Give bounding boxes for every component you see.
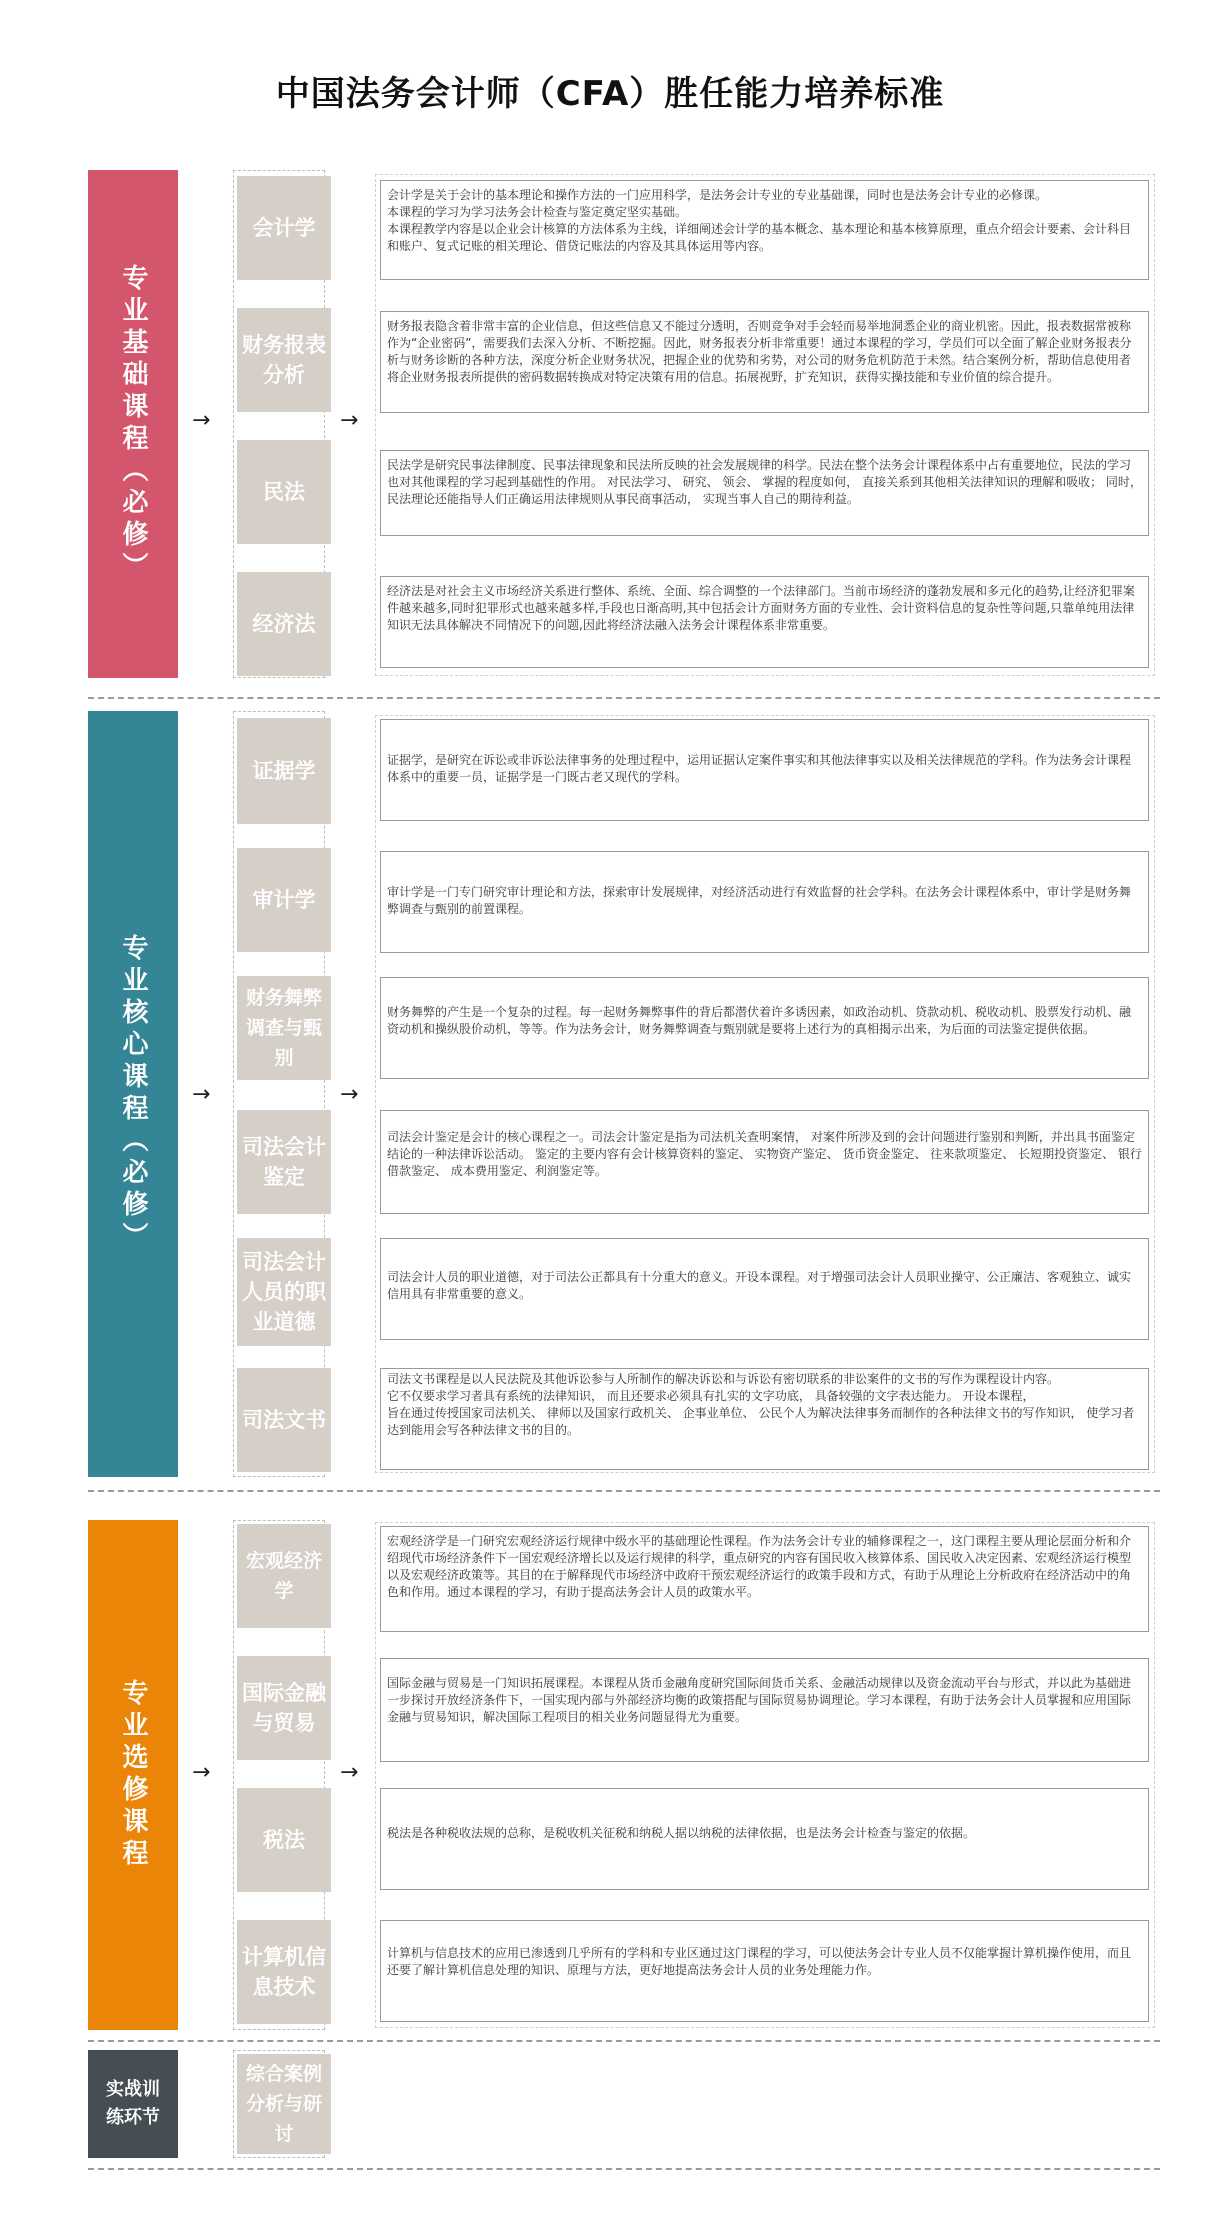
course-description: 审计学是一门专门研究审计理论和方法，探索审计发展规律，对经济活动进行有效监督的社会学科。在法务会计课程体系中，审计学是财务舞弊调查与甄别的前置课程。 (380, 851, 1149, 953)
course-bracket (233, 711, 325, 1477)
course-description: 会计学是关于会计的基本理论和操作方法的一门应用科学，是法务会计专业的专业基础课，同时也是法务会计专业的必修课。 本课程的学习为学习法务会计检查与鉴定奠定坚实基础。 本课程教学内容是以企业会计核算的方法体系为主线，详细阐述会计学的基本概念、基本理论和基本核算原理，重点介绍会计要素、会计科目和账户、复式记账的相关理论、借贷记账法的内容及其具体运用等内容。 (380, 180, 1149, 280)
arrow-icon: → (192, 408, 211, 433)
course-hongguanjingji: 宏观经济学 (237, 1524, 331, 1628)
category-elective (88, 1520, 178, 2030)
course-guojijinrong: 国际金融与贸易 (237, 1656, 331, 1760)
page-title: 中国法务会计师（CFA）胜任能力培养标准 (275, 74, 945, 114)
category-practice (88, 2050, 178, 2158)
section-divider (88, 2040, 1160, 2042)
course-description: 宏观经济学是一门研究宏观经济运行规律中级水平的基础理论性课程。作为法务会计专业的辅修课程之一，这门课程主要从理论层面分析和介绍现代市场经济条件下一国宏观经济增长以及运行规律的科学，重点研究的内容有国民收入核算体系、国民收入决定因素、宏观经济运行模型以及宏观经济政策等。其目的在于解释现代市场经济中政府干预宏观经济运行的政策手段和方式，有助于从理论上分析政府在经济活动中的角色和作用。通过本课程的学习，有助于提高法务会计人员的政策水平。 (380, 1526, 1149, 1632)
category-core (88, 711, 178, 1477)
course-zhiyedaode: 司法会计人员的职业道德 (237, 1238, 331, 1346)
arrow-icon: → (340, 1760, 359, 1785)
course-description: 税法是各种税收法规的总称，是税收机关征税和纳税人据以纳税的法律依据，也是法务会计检查与鉴定的依据。 (380, 1788, 1149, 1890)
course-jisuanji: 计算机信息技术 (237, 1920, 331, 2024)
course-sifakuaiji: 司法会计鉴定 (237, 1110, 331, 1214)
course-description: 司法文书课程是以人民法院及其他诉讼参与人所制作的解决诉讼和与诉讼有密切联系的非讼案件的文书的写作为课程设计内容。 它不仅要求学习者具有系统的法律知识， 而且还要求必须具有扎实的文字功底， 具备较强的文字表达能力。 开设本课程， 旨在通过传授国家司法机关、 律师以及国家行政机关、 企事业单位、 公民个人为解决法律事务而制作的各种法律文书的写作知识， 使学习者达到能用会写各种法律文书的目的。 (380, 1368, 1149, 1470)
category-core-label: 专业核心课程（必修） (118, 934, 148, 1254)
arrow-icon: → (340, 1082, 359, 1107)
course-description: 经济法是对社会主义市场经济关系进行整体、系统、全面、综合调整的一个法律部门。当前市场经济的蓬勃发展和多元化的趋势,让经济犯罪案件越来越多,同时犯罪形式也越来越多样,手段也日渐高明,其中包括会计方面财务方面的专业性、会计资料信息的复杂性等问题,只靠单纯用法律知识无法具体解决不同情况下的问题,因此将经济法融入法务会计课程体系非常重要。 (380, 576, 1149, 668)
course-zonghe-anli: 综合案例分析与研讨 (237, 2054, 331, 2154)
course-kuaijixue: 会计学 (237, 176, 331, 280)
category-basic-label: 专业基础课程（必修） (118, 264, 148, 584)
course-jingjifa: 经济法 (237, 572, 331, 676)
section-divider (88, 2168, 1160, 2170)
course-description: 财务报表隐含着非常丰富的企业信息，但这些信息又不能过分透明，否则竞争对手会轻而易举地洞悉企业的商业机密。因此，报表数据常被称作为“企业密码”，需要我们去深入分析、不断挖掘。因此，财务报表分析非常重要！通过本课程的学习，学员们可以全面了解企业财务报表分析与财务诊断的各种方法，深度分析企业财务状况，把握企业的优势和劣势，对公司的财务危机防范于未然。结合案例分析，帮助信息使用者将企业财务报表所提供的密码数据转换成对特定决策有用的信息。拓展视野，扩充知识，获得实操技能和专业价值的综合提升。 (380, 311, 1149, 413)
arrow-icon: → (192, 1082, 211, 1107)
course-description: 国际金融与贸易是一门知识拓展课程。本课程从货币金融角度研究国际间货币关系、金融活动规律以及资金流动平台与形式，并以此为基础进一步探讨开放经济条件下，一国实现内部与外部经济均衡的政策搭配与国际贸易协调理论。学习本课程，有助于法务会计人员掌握和应用国际金融与贸易知识，解决国际工程项目的相关业务问题显得尤为重要。 (380, 1658, 1149, 1762)
category-practice-label: 实战训练环节 (106, 2079, 160, 2128)
course-sifawenshu: 司法文书 (237, 1368, 331, 1472)
course-description: 计算机与信息技术的应用已渗透到几乎所有的学科和专业区通过这门课程的学习，可以使法务会计专业人员不仅能掌握计算机操作使用，而且还要了解计算机信息处理的知识、原理与方法，更好地提高法务会计人员的业务处理能力作。 (380, 1920, 1149, 2022)
course-caiwubaobiao: 财务报表分析 (237, 308, 331, 412)
course-shuifa: 税法 (237, 1788, 331, 1892)
course-description: 司法会计鉴定是会计的核心课程之一。司法会计鉴定是指为司法机关查明案情， 对案件所涉及到的会计问题进行鉴别和判断，并出具书面鉴定结论的一种法律诉讼活动。 鉴定的主要内容有会计核算资料的鉴定、 实物资产鉴定、 货币资金鉴定、 往来款项鉴定、 长短期投资鉴定、 银行借款鉴定、 成本费用鉴定、利润鉴定等。 (380, 1110, 1149, 1214)
section-divider (88, 1490, 1160, 1492)
category-basic (88, 170, 178, 678)
arrow-icon: → (340, 408, 359, 433)
course-description: 司法会计人员的职业道德，对于司法公正都具有十分重大的意义。开设本课程。对于增强司法会计人员职业操守、公正廉洁、客观独立、诚实信用具有非常重要的意义。 (380, 1238, 1149, 1340)
course-description: 财务舞弊的产生是一个复杂的过程。每一起财务舞弊事件的背后都潜伏着许多诱因素，如政治动机、贷款动机、税收动机、股票发行动机、融资动机和操纵股价动机，等等。作为法务会计，财务舞弊调查与甄别就是要将上述行为的真相揭示出来，为后面的司法鉴定提供依据。 (380, 977, 1149, 1079)
course-description: 民法学是研究民事法律制度、民事法律现象和民法所反映的社会发展规律的科学。民法在整个法务会计课程体系中占有重要地位，民法的学习也对其他课程的学习起到基础性的作用。 对民法学习、 研究、 领会、 掌握的程度如何， 直接关系到其他相关法律知识的理解和吸收； 同时， 民法理论还能指导人们正确运用法律规则从事民商事活动， 实现当事人自己的期待利益。 (380, 450, 1149, 536)
arrow-icon: → (192, 1760, 211, 1785)
course-shenjixue: 审计学 (237, 848, 331, 952)
course-description: 证据学，是研究在诉讼或非诉讼法律事务的处理过程中，运用证据认定案件事实和其他法律事实以及相关法律规范的学科。作为法务会计课程体系中的重要一员，证据学是一门既古老又现代的学科。 (380, 719, 1149, 821)
category-elective-label: 专业选修课程 (118, 1679, 148, 1871)
section-divider (88, 697, 1160, 699)
course-minfa: 民法 (237, 440, 331, 544)
course-caiwuwubi: 财务舞弊调查与甄别 (237, 976, 331, 1080)
course-zhengjuxue: 证据学 (237, 718, 331, 824)
description-bracket (375, 715, 1155, 1473)
